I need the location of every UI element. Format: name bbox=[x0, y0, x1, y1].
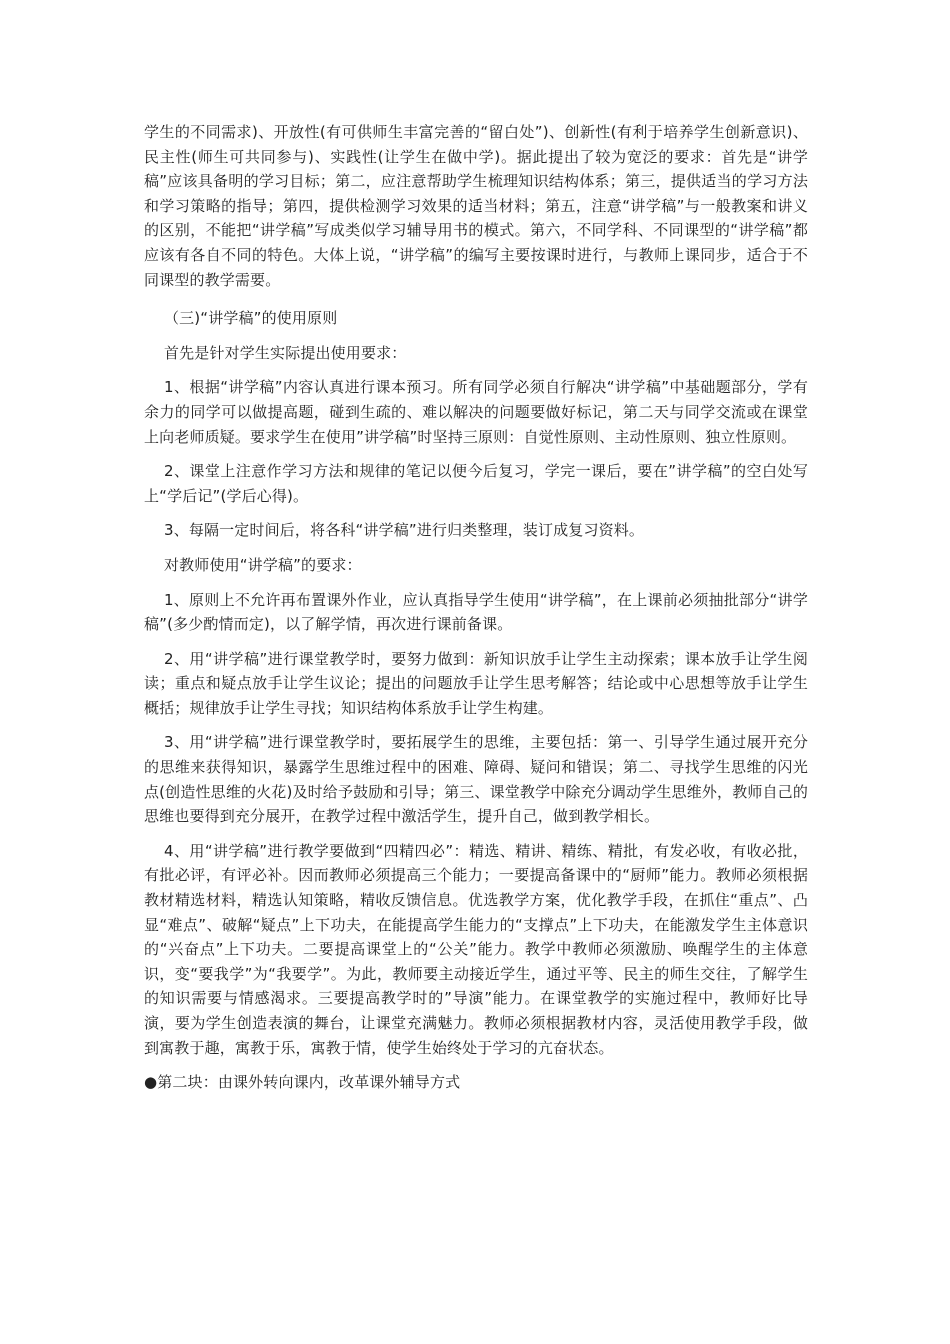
teacher-requirement-4: 4、用“讲学稿”进行教学要做到“四精四必”：精选、精讲、精练、精批，有发必收，有收必批，有批必评，有评必补。因而教师必须提高三个能力；一要提高备课中的“厨师”能力。教师必须根据教材精选材料，精选认知策略，精收反馈信息。优选教学方案，优化教学手段，在抓住“重点”、凸显“难点”、破解“疑点”上下功夫，在能提高学生能力的“支撑点”上下功夫，在能激发学生主体意识的“兴奋点”上下功夫。二要提高课堂上的“公关”能力。教学中教师必须激励、唤醒学生的主体意识，变“要我学”为“我要学”。为此，教师要主动接近学生，通过平等、民主的师生交往，了解学生的知识需要与情感渴求。三要提高教学时的”导演”能力。在课堂教学的实施过程中，教师好比导演，要为学生创造表演的舞台，让课堂充满魅力。教师必须根据教材内容，灵活使用教学手段，做到寓教于趣，寓教于乐，寓教于情，使学生始终处于学习的亢奋状态。 bbox=[144, 841, 808, 1057]
teacher-requirement-3: 3、用“讲学稿”进行课堂教学时，要拓展学生的思维，主要包括：第一、引导学生通过展开充分的思维来获得知识，暴露学生思维过程中的困难、障碍、疑问和错误；第二、寻找学生思维的闪光点(创造性思维的火花)及时给予鼓励和引导；第三、课堂教学中除充分调动学生思维外，教师自己的思维也要得到充分展开，在教学过程中激活学生，提升自己，做到教学相长。 bbox=[144, 733, 808, 826]
bullet-heading-block-two: ●第二块：由课外转向课内，改革课外辅导方式 bbox=[144, 1073, 461, 1092]
teacher-requirement-1: 1、原则上不允许再布置课外作业，应认真指导学生使用“讲学稿”，在上课前必须抽批部分“讲学稿”(多少酌情而定)，以了解学情，再次进行课前备课。 bbox=[144, 590, 808, 634]
teacher-requirements-intro: 对教师使用“讲学稿”的要求： bbox=[164, 555, 362, 574]
student-requirement-2: 2、课堂上注意作学习方法和规律的笔记以便今后复习，学完一课后，要在”讲学稿”的空白处写上“学后记”(学后心得)。 bbox=[144, 462, 808, 505]
intro-paragraph: 学生的不同需求)、开放性(有可供师生丰富完善的“留白处”)、创新性(有利于培养学生创新意识)、民主性(师生可共同参与)、实践性(让学生在做中学)。据此提出了较为宽泛的要求：首先是“讲学稿”应该具备明的学习目标；第二，应注意帮助学生梳理知识结构体系；第三，提供适当的学习方法和学习策略的指导；第四，提供检测学习效果的适当材料；第五，注意“讲学稿”与一般教案和讲义的区别，不能把“讲学稿”写成类似学习辅导用书的模式。第六，不同学科、不同课型的“讲学稿”都应该有各自不同的特色。大体上说，“讲学稿”的编写主要按课时进行，与教师上课同步，适合于不同课型的教学需要。 bbox=[144, 123, 808, 289]
student-requirement-3: 3、每隔一定时间后，将各科“讲学稿”进行归类整理，装订成复习资料。 bbox=[164, 521, 645, 540]
document-body bbox=[144, 120, 808, 1105]
teacher-requirement-2: 2、用“讲学稿”进行课堂教学时，要努力做到：新知识放手让学生主动探索；课本放手让学生阅读；重点和疑点放手让学生议论；提出的问题放手让学生思考解答；结论或中心思想等放手让学生概括；规律放手让学生寻找；知识结构体系放手让学生构建。 bbox=[144, 649, 808, 717]
student-requirements-intro: 首先是针对学生实际提出使用要求： bbox=[164, 343, 407, 362]
section-heading-usage-principles: （三)“讲学稿”的使用原则 bbox=[164, 309, 338, 328]
student-requirement-1: 1、根据“讲学稿”内容认真进行课本预习。所有同学必须自行解决“讲学稿”中基础题部分，学有余力的同学可以做提高题，碰到生疏的、难以解决的问题要做好标记，第二天与同学交流或在课堂上向老师质疑。要求学生在使用”讲学稿”时坚持三原则：自觉性原则、主动性原则、独立性原则。 bbox=[144, 378, 808, 446]
